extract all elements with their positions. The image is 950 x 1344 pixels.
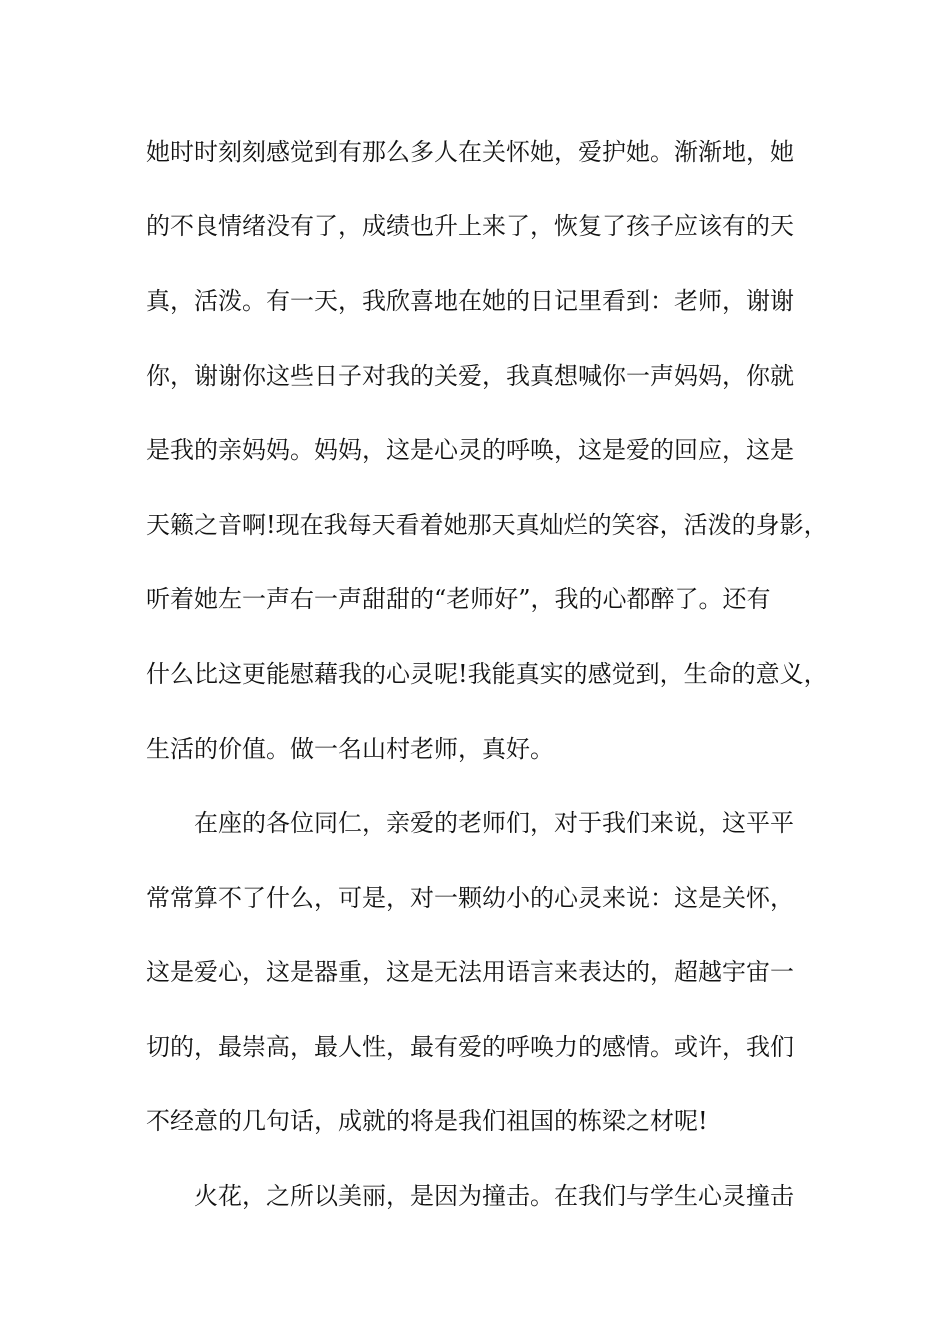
text-line: 常常算不了什么，可是，对一颗幼小的心灵来说：这是关怀， — [146, 884, 794, 912]
text-line: 你，谢谢你这些日子对我的关爱，我真想喊你一声妈妈，你就 — [146, 362, 794, 390]
text-line: 的不良情绪没有了，成绩也升上来了，恢复了孩子应该有的天 — [146, 212, 794, 240]
paragraph-first-line: 火花，之所以美丽，是因为撞击。在我们与学生心灵撞击 — [194, 1182, 794, 1210]
text-line: 真，活泼。有一天，我欣喜地在她的日记里看到：老师，谢谢 — [146, 287, 794, 315]
text-line: 天籁之音啊!现在我每天看着她那天真灿烂的笑容，活泼的身影， — [146, 511, 828, 539]
text-line: 什么比这更能慰藉我的心灵呢!我能真实的感觉到，生命的意义， — [146, 660, 828, 688]
paragraph-first-line: 在座的各位同仁，亲爱的老师们，对于我们来说，这平平 — [194, 809, 794, 837]
text-line: 听着她左一声右一声甜甜的“老师好”，我的心都醉了。还有 — [146, 585, 771, 613]
text-line: 生活的价值。做一名山村老师，真好。 — [146, 735, 554, 763]
text-line: 是我的亲妈妈。妈妈，这是心灵的呼唤，这是爱的回应，这是 — [146, 436, 794, 464]
text-line: 切的，最崇高，最人性，最有爱的呼唤力的感情。或许，我们 — [146, 1033, 794, 1061]
text-line: 这是爱心，这是器重，这是无法用语言来表达的，超越宇宙一 — [146, 958, 794, 986]
text-line: 她时时刻刻感觉到有那么多人在关怀她，爱护她。渐渐地，她 — [146, 138, 794, 166]
text-line: 不经意的几句话，成就的将是我们祖国的栋梁之材呢! — [146, 1107, 708, 1135]
